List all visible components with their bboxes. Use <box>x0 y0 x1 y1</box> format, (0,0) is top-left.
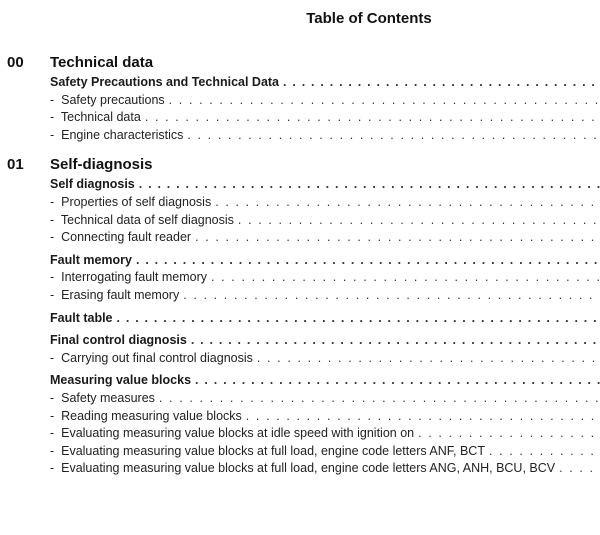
entry-label: - Engine characteristics <box>50 127 187 145</box>
toc-entry[interactable] <box>50 109 600 127</box>
dot-leader <box>559 460 600 478</box>
chapter-00 <box>0 52 600 144</box>
entry-label: - Evaluating measuring value blocks at full load, engine code letters ANG, ANH, BCU, BCV <box>50 460 559 478</box>
entry-label: - Connecting fault reader <box>50 229 195 247</box>
entry-label: - Safety precautions <box>50 92 169 110</box>
entry-label: - Technical data of self diagnosis <box>50 212 238 230</box>
section-fault-table <box>50 310 600 328</box>
dot-leader <box>238 212 600 230</box>
toc-entry[interactable] <box>50 212 600 230</box>
toc-entry-section[interactable] <box>50 310 600 328</box>
section-heading: Self diagnosis <box>50 177 135 192</box>
toc-entry-section[interactable] <box>50 252 600 270</box>
entry-label: - Technical data <box>50 109 145 127</box>
section-measuring-value-blocks <box>50 372 600 478</box>
dot-leader <box>418 425 600 443</box>
section-heading: Fault memory <box>50 252 132 267</box>
entry-label: - Erasing fault memory <box>50 287 183 305</box>
toc-entry[interactable] <box>50 229 600 247</box>
dot-leader <box>145 109 600 127</box>
toc-entry-section[interactable] <box>50 372 600 390</box>
section-fault-memory <box>50 252 600 305</box>
toc-entry[interactable] <box>50 92 600 110</box>
section-heading: Safety Precautions and Technical Data <box>50 75 280 89</box>
dot-leader <box>489 443 600 461</box>
toc-entry[interactable] <box>50 269 600 287</box>
dot-leader <box>215 194 600 212</box>
dot-leader <box>283 74 600 92</box>
toc-entry[interactable] <box>50 460 600 478</box>
section-heading: Final control diagnosis <box>50 333 187 348</box>
toc-entry[interactable] <box>50 443 600 461</box>
table-of-contents <box>0 52 600 478</box>
chapter-title: Self-diagnosis <box>50 156 153 174</box>
dot-leader <box>183 287 600 305</box>
toc-entry[interactable] <box>50 127 600 145</box>
chapter-number: 01 <box>7 156 24 174</box>
chapter-heading <box>0 154 600 176</box>
entry-label: - Properties of self diagnosis <box>50 194 215 212</box>
section-heading: Fault table <box>50 310 113 325</box>
toc-entry[interactable] <box>50 408 600 426</box>
section-heading: Measuring value blocks <box>50 373 192 388</box>
entry-label: - Interrogating fault memory <box>50 269 211 287</box>
page-title: Table of Contents <box>306 10 432 27</box>
chapter-number: 00 <box>7 54 24 71</box>
toc-entry[interactable] <box>50 390 600 408</box>
dot-leader <box>246 408 600 426</box>
toc-entry[interactable] <box>50 194 600 212</box>
toc-entry[interactable] <box>50 350 600 368</box>
entry-label: - Evaluating measuring value blocks at idle speed with ignition on <box>50 425 418 443</box>
dot-leader <box>159 390 600 408</box>
toc-entry[interactable] <box>50 287 600 305</box>
chapter-01 <box>0 154 600 478</box>
section-final-control-diagnosis <box>50 332 600 367</box>
toc-entry-section[interactable] <box>50 74 600 92</box>
dot-leader <box>257 350 600 368</box>
dot-leader <box>211 269 600 287</box>
dot-leader <box>139 176 600 194</box>
section-safety-precautions <box>50 74 600 144</box>
dot-leader <box>191 332 600 350</box>
dot-leader <box>169 92 600 110</box>
entry-label: - Carrying out final control diagnosis <box>50 350 257 368</box>
toc-entry-section[interactable] <box>50 332 600 350</box>
dot-leader <box>187 127 600 145</box>
dot-leader <box>195 229 600 247</box>
dot-leader <box>117 310 600 328</box>
section-self-diagnosis <box>50 176 600 246</box>
chapter-heading <box>0 52 600 74</box>
toc-entry-section[interactable] <box>50 176 600 194</box>
dot-leader <box>195 372 600 390</box>
entry-label: - Evaluating measuring value blocks at full load, engine code letters ANF, BCT <box>50 443 489 461</box>
toc-entry[interactable] <box>50 425 600 443</box>
dot-leader <box>136 252 600 270</box>
chapter-title: Technical data <box>50 54 154 71</box>
entry-label: - Reading measuring value blocks <box>50 408 246 426</box>
entry-label: - Safety measures <box>50 390 159 408</box>
